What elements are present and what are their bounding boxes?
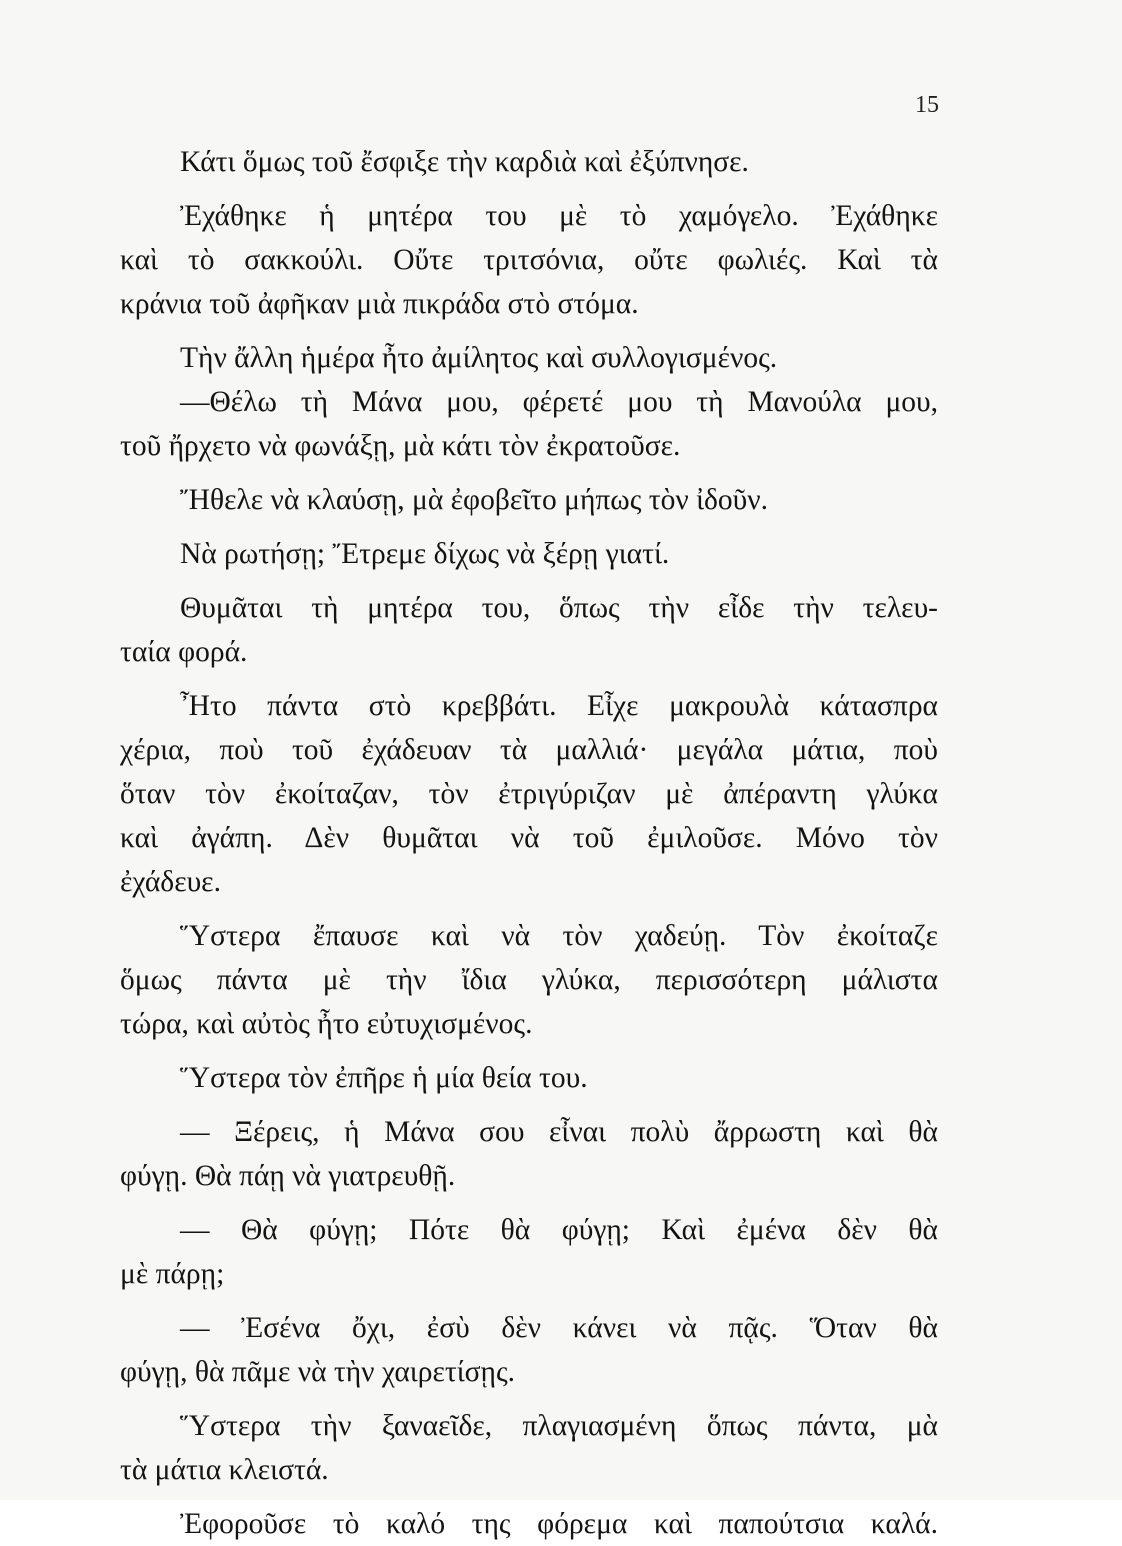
text-line: — Ξέρεις, ἡ Μάνα σου εἶναι πολὺ ἄρρωστη καὶ θὰ [180,1116,938,1148]
text-line: τὰ μάτια κλειστά. [120,1454,329,1486]
text-line: ἐχάδευε. [120,866,221,898]
text-line: κράνια τοῦ ἀφῆκαν μιὰ πικράδα στὸ στόμα. [120,288,639,320]
text-line: —Θέλω τὴ Μάνα μου, φέρετέ μου τὴ Μανούλα μου, [180,386,938,418]
text-line: Νὰ ρωτήσῃ; Ἔτρεμε δίχως νὰ ξέρῃ γιατί. [180,538,670,570]
text-line: Ἤθελε νὰ κλαύσῃ, μὰ ἐφοβεῖτο μήπως τὸν ἰδοῦν. [180,484,768,516]
text-line: ταία φορά. [120,636,248,668]
text-line: Θυμᾶται τὴ μητέρα του, ὅπως τὴν εἶδε τὴν τελευ- [180,592,938,624]
text-line: καὶ ἀγάπη. Δὲν θυμᾶται νὰ τοῦ ἐμιλοῦσε. Μόνο τὸν [120,822,938,854]
text-line: Ἦτο πάντα στὸ κρεββάτι. Εἶχε μακρουλὰ κάτασπρα [180,690,938,722]
text-line: Ὕστερα ἔπαυσε καὶ νὰ τὸν χαδεύῃ. Τὸν ἐκοίταζε [180,920,938,952]
text-line: ὅμως πάντα μὲ τὴν ἴδια γλύκα, περισσότερη μάλιστα [120,964,938,996]
text-line: φύγῃ. Θὰ πάῃ νὰ γιατρευθῇ. [120,1160,456,1192]
page-number: 15 [915,92,939,118]
text-line: Ὕστερα τὸν ἐπῆρε ἡ μία θεία του. [180,1062,588,1094]
text-line: τοῦ ἤρχετο νὰ φωνάξῃ, μὰ κάτι τὸν ἐκρατοῦσε. [120,430,681,462]
text-line: φύγῃ, θὰ πᾶμε νὰ τὴν χαιρετίσῃς. [120,1356,516,1388]
text-line: καὶ τὸ σακκούλι. Οὔτε τριτσόνια, οὔτε φωλιές. Καὶ τὰ [120,244,938,276]
text-line: μὲ πάρῃ; [120,1258,225,1290]
text-line: Τὴν ἄλλη ἡμέρα ἦτο ἀμίλητος καὶ συλλογισμένος. [180,342,778,374]
text-line: Ὕστερα τὴν ξαναεῖδε, πλαγιασμένη ὅπως πάντα, μὰ [180,1410,938,1442]
body-text [120,140,938,1546]
text-line: ὅταν τὸν ἐκοίταζαν, τὸν ἐτριγύριζαν μὲ ἀπέραντη γλύκα [120,778,938,810]
text-line: Κάτι ὅμως τοῦ ἔσφιξε τὴν καρδιὰ καὶ ἐξύπνησε. [180,146,749,178]
text-line: — Ἐσένα ὄχι, ἐσὺ δὲν κάνει νὰ πᾷς. Ὅταν θὰ [180,1312,938,1344]
text-line: Ἐχάθηκε ἡ μητέρα του μὲ τὸ χαμόγελο. Ἐχάθηκε [180,200,938,232]
text-line: χέρια, ποὺ τοῦ ἐχάδευαν τὰ μαλλιά· μεγάλα μάτια, ποὺ [120,734,938,766]
text-line: Ἐφοροῦσε τὸ καλό της φόρεμα καὶ παπούτσια καλά. [180,1508,938,1540]
text-line: τώρα, καὶ αὐτὸς ἦτο εὐτυχισμένος. [120,1008,533,1040]
text-line: — Θὰ φύγῃ; Πότε θὰ φύγῃ; Καὶ ἐμένα δὲν θὰ [180,1214,938,1246]
